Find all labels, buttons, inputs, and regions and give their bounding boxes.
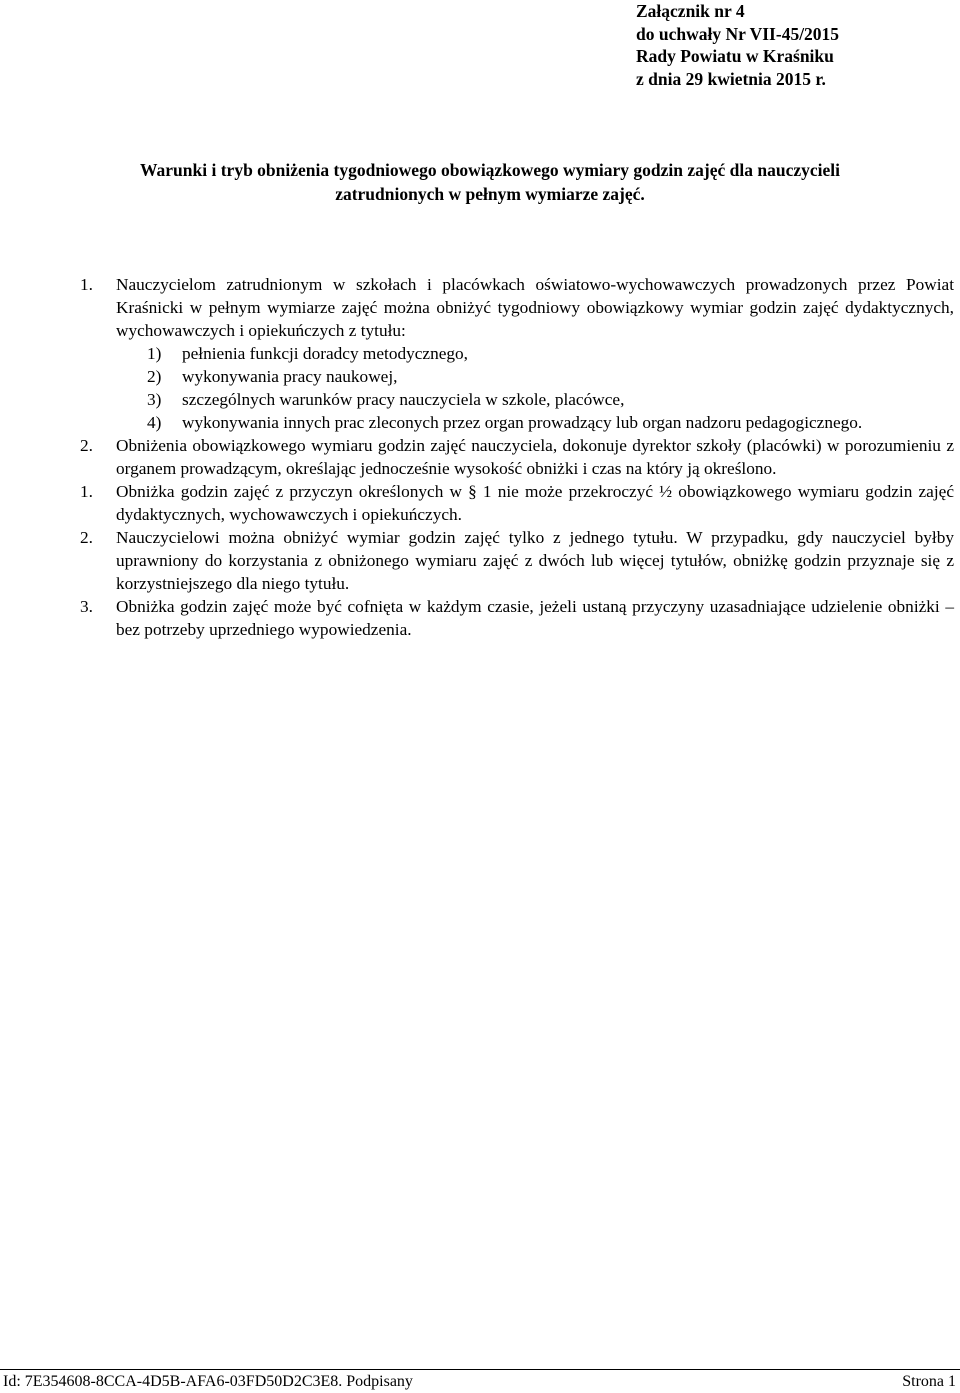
section-text: Nauczycielom zatrudnionym w szkołach i placówkach oświatowo-wychowawczych prowadzonych przez Powiat Kraśnicki w pełnym wymiarze zajęć można obniżyć tygodniowy obowiązkowy wymiar godzin zajęć dydaktycznych, wychowawczych i opiekuńczych z tytułu: xyxy=(116,275,954,340)
section-2 xyxy=(80,434,954,480)
header-line-resolution: do uchwały Nr VII-45/2015 xyxy=(636,23,840,44)
section-text: Obniżenia obowiązkowego wymiaru godzin zajęć nauczyciela, dokonuje dyrektor szkoły (placówki) w porozumieniu z organem prowadzącym, określając jednocześnie wysokość obniżki i czas na który ją określono. xyxy=(116,436,954,478)
list-item-text: wykonywania innych prac zleconych przez organ prowadzący lub organ nadzoru pedagogicznego. xyxy=(182,413,863,432)
document-title xyxy=(100,158,880,206)
page-footer xyxy=(0,1369,960,1392)
title-line-1: Warunki i tryb obniżenia tygodniowego obowiązkowego wymiary godzin zajęć dla nauczycieli xyxy=(140,160,840,180)
section-number: 2. xyxy=(80,528,93,547)
section-4 xyxy=(80,526,954,595)
header-line-date: z dnia 29 kwietnia 2015 r. xyxy=(636,68,826,89)
section-text: Obniżka godzin zajęć może być cofnięta w każdym czasie, jeżeli ustaną przyczyny uzasadniające udzielenie obniżki – bez potrzeby uprzedniego wypowiedzenia. xyxy=(116,597,954,639)
attachment-header xyxy=(636,0,956,90)
page-number: Strona 1 xyxy=(902,1373,956,1390)
list-item-number: 4) xyxy=(147,413,162,432)
header-line-attachment: Załącznik nr 4 xyxy=(636,1,745,21)
section-number: 3. xyxy=(80,597,93,616)
header-line-council: Rady Powiatu w Kraśniku xyxy=(636,46,834,66)
list-item-text: szczególnych warunków pracy nauczyciela w szkole, placówce, xyxy=(182,390,625,409)
list-item-text: pełnienia funkcji doradcy metodycznego, xyxy=(182,344,468,363)
list-item xyxy=(116,411,954,434)
list-item-text: wykonywania pracy naukowej, xyxy=(182,367,398,386)
section-5 xyxy=(80,595,954,641)
list-item xyxy=(116,342,954,365)
document-body xyxy=(80,273,954,641)
section-number: 1. xyxy=(80,275,93,294)
list-item xyxy=(116,388,954,411)
section-text: Obniżka godzin zajęć z przyczyn określonych w § 1 nie może przekroczyć ½ obowiązkowego wymiaru godzin zajęć dydaktycznych, wychowawczych i opiekuńczych. xyxy=(116,482,954,524)
section-number: 2. xyxy=(80,436,93,455)
list-item xyxy=(116,365,954,388)
section-number: 1. xyxy=(80,482,93,501)
title-line-2: zatrudnionych w pełnym wymiarze zajęć. xyxy=(335,184,645,204)
document-id: Id: 7E354608-8CCA-4D5B-AFA6-03FD50D2C3E8. Podpisany xyxy=(3,1373,413,1390)
list-item-number: 2) xyxy=(147,367,162,386)
section-text: Nauczycielowi można obniżyć wymiar godzin zajęć tylko z jednego tytułu. W przypadku, gdy nauczyciel byłby uprawniony do korzystania z obniżonego wymiaru zajęć z dwóch lub więcej tytułów, obniżkę godzin przyznaje się z korzystniejszego dla niego tytułu. xyxy=(116,528,954,593)
list-item-number: 1) xyxy=(147,344,162,363)
section-3 xyxy=(80,480,954,526)
section-1 xyxy=(80,273,954,342)
list-item-number: 3) xyxy=(147,390,162,409)
